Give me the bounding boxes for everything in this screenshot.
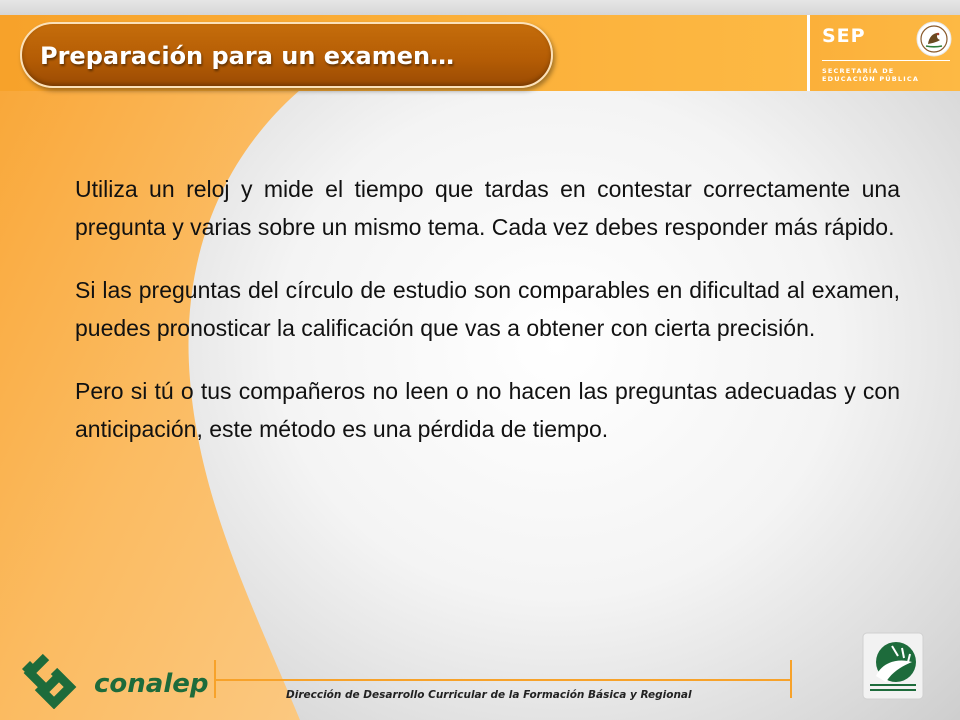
main-content [75, 170, 900, 473]
paragraph-1: Utiliza un reloj y mide el tiempo que tardas en contestar correctamente una pregunta y varias sobre un mismo tema. Cada vez debes responder más rápido. [75, 176, 900, 240]
footer-rule [214, 679, 792, 681]
footer-bracket-right [790, 660, 792, 698]
footer-department: Dirección de Desarrollo Curricular de la Formación Básica y Regional [286, 689, 692, 701]
conalep-logo [14, 651, 209, 711]
conalep-wordmark: conalep [94, 669, 209, 699]
sep-logo-box [807, 15, 960, 91]
title-pill [20, 22, 553, 88]
sep-subtitle [822, 67, 919, 83]
mexican-eagle-seal-icon [916, 21, 952, 57]
sep-line-1: SECRETARÍA DE [822, 67, 895, 75]
page-title: Preparación para un examen… [40, 42, 455, 70]
conalep-logo-icon [14, 651, 92, 709]
sep-abbr: SEP [822, 25, 866, 47]
program-badge-icon [862, 632, 924, 700]
top-strip [0, 0, 960, 15]
sep-line-2: EDUCACIÓN PÚBLICA [822, 75, 920, 83]
paragraph-3: Pero si tú o tus compañeros no leen o no hacen las preguntas adecuadas y con anticipación, este método es una pérdida de tiempo. [75, 378, 900, 442]
sep-divider [822, 60, 950, 61]
paragraph-2: Si las preguntas del círculo de estudio son comparables en dificultad al examen, puedes pronosticar la calificación que vas a obtener con cierta precisión. [75, 277, 900, 341]
